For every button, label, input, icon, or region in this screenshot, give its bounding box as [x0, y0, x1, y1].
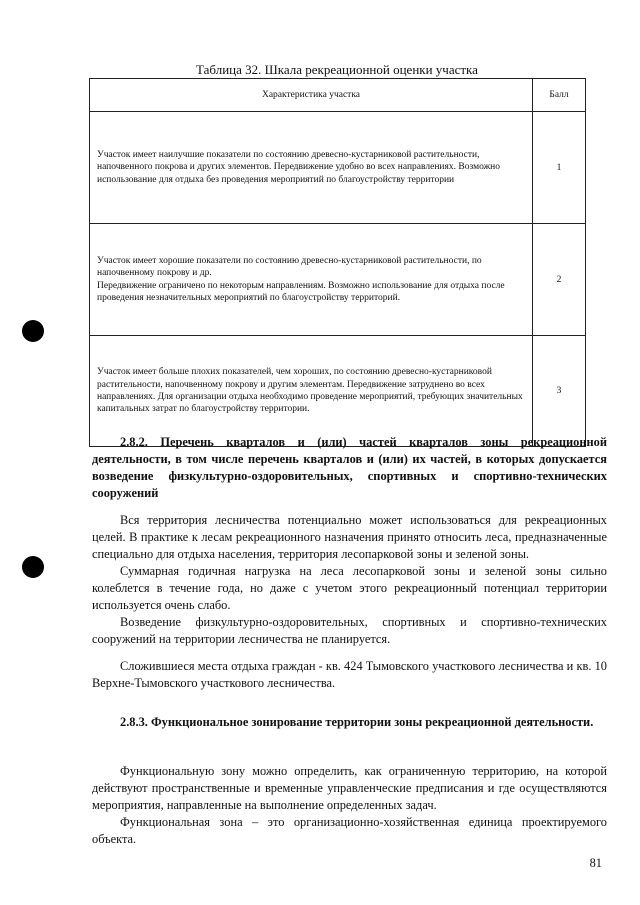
section-282-body — [92, 512, 607, 692]
row-description-part2: Передвижение ограничено по некоторым направлениям. Возможно использование для отдыха после проведения незначительных мероприятий по благоустройству территорий. — [97, 280, 505, 303]
row-description: Участок имеет наилучшие показатели по состоянию древесно-кустарниковой растительности, напочвенного покрова и других элементов. Передвижение удобно во всех направлениях. Возможно использование для отдыха без проведения мероприятий по благоустройству территории — [90, 112, 533, 224]
section-heading: 2.8.2. Перечень кварталов и (или) частей кварталов зоны рекреационной деятельности, в том числе перечень кварталов и (или) их частей, в которых допускается возведение физкультурно-оздоровительных, спортивных и спортивно-технических сооружений — [92, 435, 607, 500]
row-score: 3 — [533, 336, 586, 447]
row-description-part1: Участок имеет хорошие показатели по состоянию древесно-кустарниковой растительности, по напочвенному покрову и др. — [97, 255, 482, 279]
punch-hole-bottom — [22, 556, 44, 578]
page-number: 81 — [589, 856, 602, 870]
row-description — [90, 224, 533, 336]
table-row — [90, 224, 586, 336]
section-283-body — [92, 763, 607, 848]
table-caption: Таблица 32. Шкала рекреационной оценки участка — [196, 62, 478, 77]
table-header-row — [90, 79, 586, 112]
row-description: Участок имеет больше плохих показателей, чем хороших, по состоянию древесно-кустарниковой растительности, напочвенному покрову и другим элементам. Передвижение затруднено во всех направлениях. Для организации отдыха необходимо проведение мероприятий, требующих значительных капитальных затрат по благоустройству территории. — [90, 336, 533, 447]
paragraph: Вся территория лесничества потенциально может использоваться для рекреационных целей. В практике к лесам рекреационного назначения принято относить леса, предназначенные специально для отдыха населения, территория лесопарковой зоны и зеленой зоны. — [92, 513, 607, 561]
paragraph: Суммарная годичная нагрузка на леса лесопарковой зоны и зеленой зоны сильно колеблется в течение года, но даже с учетом этого рекреационный потенциал территории используется очень слабо. — [92, 564, 607, 612]
table-row — [90, 336, 586, 447]
section-283 — [92, 714, 607, 731]
row-score: 1 — [533, 112, 586, 224]
header-characteristic: Характеристика участка — [90, 79, 533, 112]
punch-hole-top — [22, 320, 44, 342]
paragraph: Сложившиеся места отдыха граждан - кв. 424 Тымовского участкового лесничества и кв. 10 Верхне-Тымовского участкового лесничества. — [92, 659, 607, 690]
paragraph: Возведение физкультурно-оздоровительных, спортивных и спортивно-технических сооружений на территории лесничества не планируется. — [92, 615, 607, 646]
table-row — [90, 112, 586, 224]
paragraph: Функциональная зона – это организационно-хозяйственная единица проектируемого объекта. — [92, 815, 607, 846]
row-score: 2 — [533, 224, 586, 336]
header-score: Балл — [533, 79, 586, 112]
paragraph: Функциональную зону можно определить, как ограниченную территорию, на которой действуют пространственные и временные управленческие предписания и где осуществляются мероприятия, направленные на выполнение определенных задач. — [92, 764, 607, 812]
section-heading: 2.8.3. Функциональное зонирование территории зоны рекреационной деятельности. — [120, 715, 594, 729]
section-282 — [92, 434, 607, 502]
recreation-score-table — [89, 78, 586, 447]
